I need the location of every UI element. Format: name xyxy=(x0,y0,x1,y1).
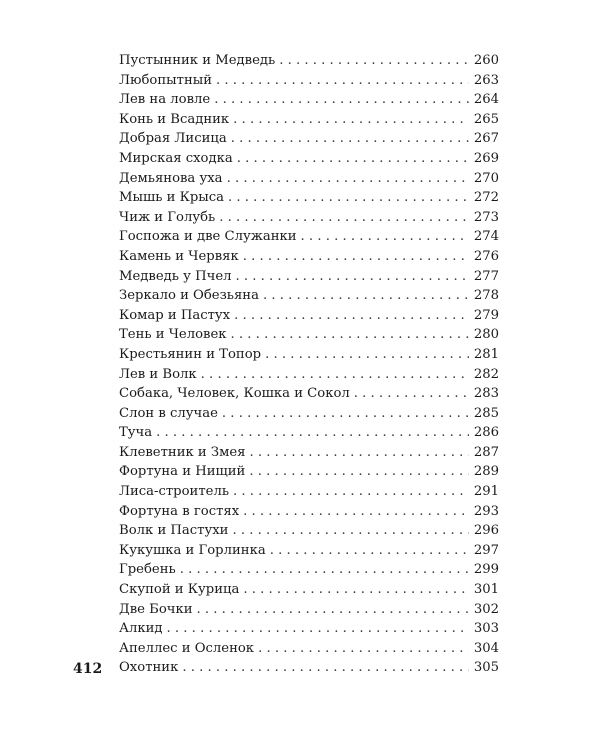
toc-entry-title: Лиса-строитель xyxy=(119,484,230,500)
dot-leader xyxy=(258,639,469,659)
toc-entry xyxy=(119,267,499,287)
dot-leader xyxy=(250,443,469,463)
toc-entry-page: 302 xyxy=(473,601,499,617)
toc-entry-title: Пустынник и Медведь xyxy=(119,53,276,68)
dot-leader xyxy=(167,619,469,639)
dot-leader xyxy=(263,286,469,306)
dot-leader xyxy=(265,345,469,365)
dot-leader xyxy=(243,247,469,267)
dot-leader xyxy=(197,600,469,620)
dot-leader xyxy=(201,365,469,385)
toc-entry-title: Лев на ловле xyxy=(119,92,211,108)
toc-entry xyxy=(119,502,499,522)
dot-leader xyxy=(216,71,469,91)
toc-entry-page: 272 xyxy=(473,190,499,206)
toc-entry-title: Слон в случае xyxy=(119,405,218,421)
toc-entry-page: 299 xyxy=(473,562,499,578)
toc-entry xyxy=(119,325,499,345)
toc-entry xyxy=(119,129,499,149)
toc-entry xyxy=(119,227,499,247)
toc-entry-title: Любопытный xyxy=(119,72,213,88)
dot-leader xyxy=(182,658,469,678)
toc-entry xyxy=(119,169,499,189)
toc-entry-title: Кукушка и Горлинка xyxy=(119,542,266,558)
toc-entry-title: Мирская сходка xyxy=(119,150,233,166)
toc-entry-page: 273 xyxy=(473,209,499,225)
toc-entry-title: Алкид xyxy=(119,621,163,637)
toc-entry-page: 297 xyxy=(473,542,499,558)
dot-leader xyxy=(243,580,469,600)
toc-entry-page: 304 xyxy=(473,640,499,656)
toc-entry-title: Тень и Человек xyxy=(119,327,227,343)
toc-entry-title: Волк и Пастухи xyxy=(119,523,229,539)
toc-entry-title: Добрая Лисица xyxy=(119,131,227,147)
toc-entry-title: Медведь у Пчел xyxy=(119,268,232,284)
toc-entry xyxy=(119,71,499,91)
toc-entry-page: 277 xyxy=(473,268,499,284)
table-of-contents xyxy=(119,51,499,678)
toc-entry xyxy=(119,658,499,678)
toc-entry xyxy=(119,580,499,600)
toc-entry-title: Собака, Человек, Кошка и Сокол xyxy=(119,386,350,402)
toc-entry-title: Фортуна и Нищий xyxy=(119,464,246,480)
toc-entry-page: 279 xyxy=(473,307,499,323)
dot-leader xyxy=(231,129,469,149)
dot-leader xyxy=(156,423,469,443)
dot-leader xyxy=(234,306,469,326)
toc-entry-page: 282 xyxy=(473,366,499,382)
toc-entry xyxy=(119,306,499,326)
toc-entry-page: 289 xyxy=(473,464,499,480)
toc-entry-page: 283 xyxy=(473,386,499,402)
toc-entry xyxy=(119,600,499,620)
dot-leader xyxy=(237,149,469,169)
toc-entry-title: Скупой и Курица xyxy=(119,582,240,598)
toc-entry xyxy=(119,423,499,443)
toc-entry-page: 303 xyxy=(473,621,499,637)
dot-leader xyxy=(228,188,469,208)
dot-leader xyxy=(233,110,469,130)
dot-leader xyxy=(214,90,469,110)
dot-leader xyxy=(243,502,469,522)
toc-entry xyxy=(119,110,499,130)
toc-entry xyxy=(119,384,499,404)
toc-entry-page: 264 xyxy=(473,92,499,108)
dot-leader xyxy=(279,51,469,71)
toc-entry xyxy=(119,90,499,110)
toc-entry-page: 305 xyxy=(473,660,499,676)
toc-entry-page: 276 xyxy=(473,248,499,264)
toc-entry xyxy=(119,149,499,169)
toc-entry xyxy=(119,619,499,639)
toc-entry-page: 269 xyxy=(473,150,499,166)
dot-leader xyxy=(301,227,469,247)
toc-entry-title: Две Бочки xyxy=(119,601,193,617)
dot-leader xyxy=(227,169,469,189)
toc-entry xyxy=(119,286,499,306)
dot-leader xyxy=(180,560,469,580)
toc-entry xyxy=(119,443,499,463)
dot-leader xyxy=(270,541,469,561)
toc-entry-page: 301 xyxy=(473,582,499,598)
toc-entry xyxy=(119,51,499,71)
toc-entry-title: Охотник xyxy=(119,660,179,676)
toc-entry xyxy=(119,188,499,208)
toc-entry-page: 274 xyxy=(473,229,499,245)
toc-entry-page: 263 xyxy=(473,72,499,88)
dot-leader xyxy=(354,384,469,404)
toc-entry-title: Зеркало и Обезьяна xyxy=(119,288,259,304)
toc-entry-title: Крестьянин и Топор xyxy=(119,346,262,362)
toc-entry-page: 265 xyxy=(473,111,499,127)
dot-leader xyxy=(249,462,469,482)
toc-entry-title: Гребень xyxy=(119,562,176,578)
toc-entry-page: 291 xyxy=(473,484,499,500)
toc-entry xyxy=(119,462,499,482)
page-number: 412 xyxy=(73,661,103,677)
toc-entry xyxy=(119,365,499,385)
dot-leader xyxy=(236,267,470,287)
toc-entry-page: 278 xyxy=(473,288,499,304)
toc-entry-title: Камень и Червяк xyxy=(119,248,239,264)
toc-entry-title: Госпожа и две Служанки xyxy=(119,229,297,245)
toc-entry xyxy=(119,482,499,502)
toc-entry xyxy=(119,345,499,365)
toc-entry-title: Демьянова уха xyxy=(119,170,223,186)
toc-entry xyxy=(119,541,499,561)
toc-entry-title: Фортуна в гостях xyxy=(119,503,240,519)
toc-entry xyxy=(119,208,499,228)
dot-leader xyxy=(231,325,469,345)
toc-entry xyxy=(119,404,499,424)
dot-leader xyxy=(232,521,469,541)
toc-entry-title: Апеллес и Осленок xyxy=(119,640,255,656)
toc-entry-title: Туча xyxy=(119,425,153,441)
toc-entry-page: 281 xyxy=(473,346,499,362)
toc-entry-page: 280 xyxy=(473,327,499,343)
toc-entry-page: 267 xyxy=(473,131,499,147)
toc-entry xyxy=(119,639,499,659)
toc-entry xyxy=(119,560,499,580)
toc-entry-title: Чиж и Голубь xyxy=(119,209,216,225)
toc-entry-page: 287 xyxy=(473,444,499,460)
dot-leader xyxy=(219,208,469,228)
toc-entry-page: 286 xyxy=(473,425,499,441)
toc-entry-page: 293 xyxy=(473,503,499,519)
dot-leader xyxy=(222,404,469,424)
dot-leader xyxy=(233,482,469,502)
toc-entry xyxy=(119,521,499,541)
toc-entry-page: 285 xyxy=(473,405,499,421)
toc-entry-page: 270 xyxy=(473,170,499,186)
toc-entry-title: Мышь и Крыса xyxy=(119,190,225,206)
toc-entry-title: Комар и Пастух xyxy=(119,307,231,323)
toc-entry-title: Конь и Всадник xyxy=(119,111,230,127)
toc-entry xyxy=(119,247,499,267)
toc-entry-title: Лев и Волк xyxy=(119,366,197,382)
toc-entry-page: 260 xyxy=(473,53,499,68)
toc-entry-page: 296 xyxy=(473,523,499,539)
toc-entry-title: Клеветник и Змея xyxy=(119,444,246,460)
